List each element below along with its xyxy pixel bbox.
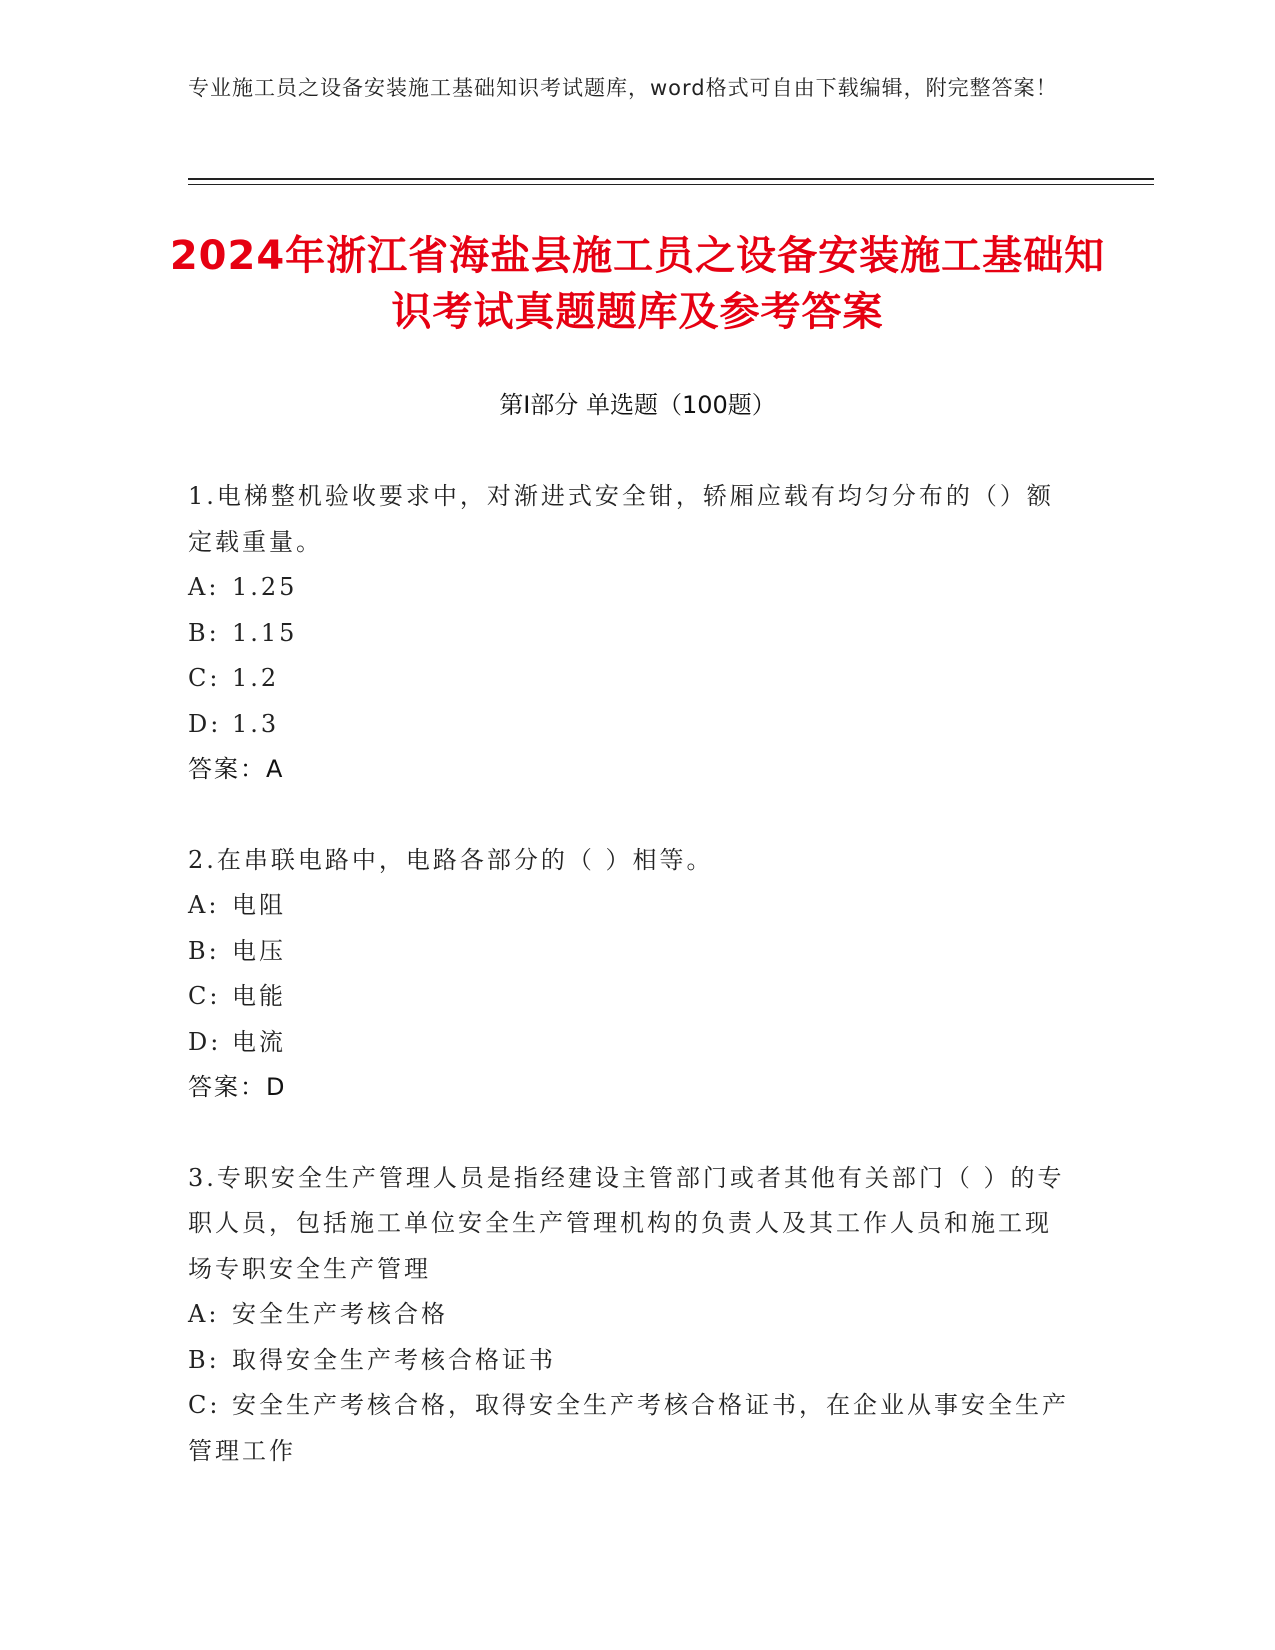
option-key: A: <box>188 1300 220 1328</box>
option-key: D: <box>188 1027 222 1056</box>
document-title: 2024年浙江省海盐县施工员之设备安装施工基础知识考试真题题库及参考答案 <box>169 233 1106 335</box>
option-key: B: <box>188 936 220 965</box>
option-text: 电流 <box>232 1027 286 1056</box>
option-b <box>188 1338 1078 1384</box>
option-c <box>188 1383 1078 1474</box>
option-key: D: <box>188 709 222 738</box>
option-text: 电能 <box>232 982 286 1010</box>
option-key: A: <box>188 573 220 601</box>
option-key: C: <box>188 1391 221 1419</box>
option-key: B: <box>188 618 220 647</box>
question-list <box>188 474 1078 1519</box>
option-b <box>188 929 1078 975</box>
option-text: 1.3 <box>232 709 280 738</box>
question-stem: 3.专职安全生产管理人员是指经建设主管部门或者其他有关部门（ ）的专职人员，包括施工单位安全生产管理机构的负责人及其工作人员和施工现场专职安全生产管理 <box>188 1163 1065 1283</box>
option-a <box>188 565 1078 611</box>
header-divider-thin <box>188 184 1154 185</box>
question-stem: 1.电梯整机验收要求中，对渐进式安全钳，轿厢应载有均匀分布的（）额定载重量。 <box>188 482 1054 556</box>
option-d <box>188 702 1078 748</box>
option-text: 安全生产考核合格 <box>232 1300 448 1328</box>
answer: 答案：A <box>188 755 285 783</box>
option-a <box>188 1292 1078 1338</box>
option-key: A: <box>188 891 220 919</box>
header-divider-thick <box>188 178 1154 180</box>
question-3 <box>188 1156 1078 1475</box>
option-text: 电阻 <box>232 891 286 919</box>
option-text: 安全生产考核合格，取得安全生产考核合格证书，在企业从事安全生产管理工作 <box>188 1391 1069 1465</box>
option-text: 1.2 <box>232 664 280 692</box>
option-key: C: <box>188 982 221 1010</box>
section-title: 第Ⅰ部分 单选题（100题） <box>499 391 776 419</box>
option-key: B: <box>188 1345 220 1374</box>
option-c <box>188 656 1078 702</box>
option-c <box>188 974 1078 1020</box>
option-text: 1.15 <box>232 618 298 647</box>
question-2 <box>188 838 1078 1111</box>
option-text: 取得安全生产考核合格证书 <box>232 1345 556 1374</box>
option-b <box>188 611 1078 657</box>
option-text: 1.25 <box>232 573 298 601</box>
answer: 答案：D <box>188 1073 287 1101</box>
question-1 <box>188 474 1078 793</box>
option-key: C: <box>188 664 221 692</box>
header-note: 专业施工员之设备安装施工基础知识考试题库，word格式可自由下载编辑，附完整答案！ <box>188 76 1058 100</box>
option-d <box>188 1020 1078 1066</box>
question-stem: 2.在串联电路中，电路各部分的（ ）相等。 <box>188 845 714 874</box>
option-text: 电压 <box>232 936 286 965</box>
option-a <box>188 883 1078 929</box>
